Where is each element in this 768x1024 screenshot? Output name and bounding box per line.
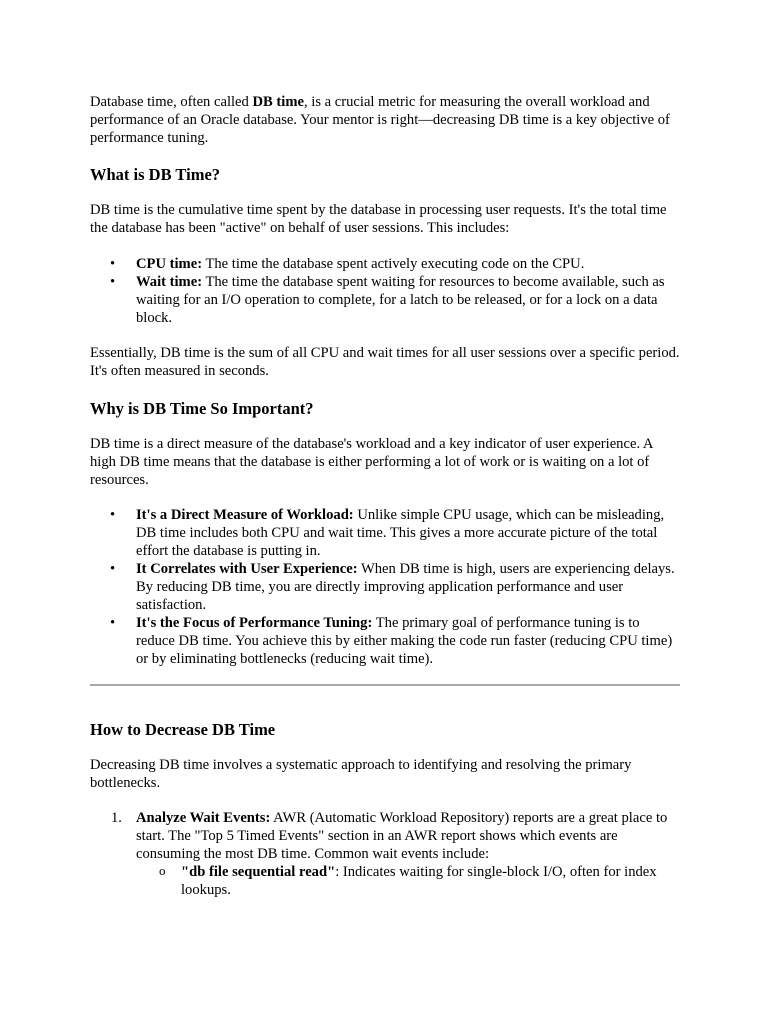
how-paragraph: Decreasing DB time involves a systematic approach to identifying and resolving the primary bottlenecks. — [90, 757, 632, 791]
heading-what-is-db-time: What is DB Time? — [90, 165, 221, 184]
list-number: 1. — [111, 810, 122, 826]
why-bullet-list — [90, 506, 680, 668]
section-divider — [90, 684, 680, 686]
intro-bold-term: DB time — [252, 94, 304, 110]
intro-paragraph: Database time, often called DB time, is a crucial metric for measuring the overall workload and performance of an Oracle database. Your mentor is right—decreasing DB time is a key objective of performance tuning. — [90, 94, 670, 146]
why-paragraph: DB time is a direct measure of the database's workload and a key indicator of user experience. A high DB time means that the database is either performing a lot of work or is waiting on a lot of resources. — [90, 436, 653, 488]
how-numbered-list — [90, 809, 680, 899]
list-item: • It's the Focus of Performance Tuning: The primary goal of performance tuning is to reduce DB time. You achieve this by either making the code run faster (reducing CPU time) or by eliminating bottlenecks (reducing wait time). — [90, 614, 680, 668]
sub-bullet-list — [136, 863, 680, 899]
document-page — [90, 93, 680, 899]
what-bullet-list — [90, 255, 680, 327]
list-item: • Wait time: The time the database spent waiting for resources to become available, such as waiting for an I/O operation to complete, for a latch to be released, or for a lock on a data block. — [90, 273, 680, 327]
what-paragraph: DB time is the cumulative time spent by the database in processing user requests. It's the total time the database has been "active" on behalf of user sessions. This includes: — [90, 202, 667, 236]
heading-why-important: Why is DB Time So Important? — [90, 399, 314, 418]
heading-how-to-decrease: How to Decrease DB Time — [90, 720, 276, 739]
list-item: o "db file sequential read": Indicates waiting for single-block I/O, often for index lookups. — [136, 863, 680, 899]
summary-paragraph: Essentially, DB time is the sum of all CPU and wait times for all user sessions over a specific period. It's often measured in seconds. — [90, 345, 680, 379]
list-item: 1. Analyze Wait Events: AWR (Automatic Workload Repository) reports are a great place to start. The "Top 5 Timed Events" section in an AWR report shows which events are consuming the most DB time. Common wait events include: o "db file sequential read": Indicates waiting for single-block I/O, often for index lookups. — [90, 809, 680, 899]
list-item: • It Correlates with User Experience: When DB time is high, users are experiencing delays. By reducing DB time, you are directly improving application performance and user satisfaction. — [90, 560, 680, 614]
list-item: • CPU time: The time the database spent actively executing code on the CPU. — [90, 255, 680, 273]
list-item: • It's a Direct Measure of Workload: Unlike simple CPU usage, which can be misleading, DB time includes both CPU and wait time. This gives a more accurate picture of the total effort the database is putting in. — [90, 506, 680, 560]
